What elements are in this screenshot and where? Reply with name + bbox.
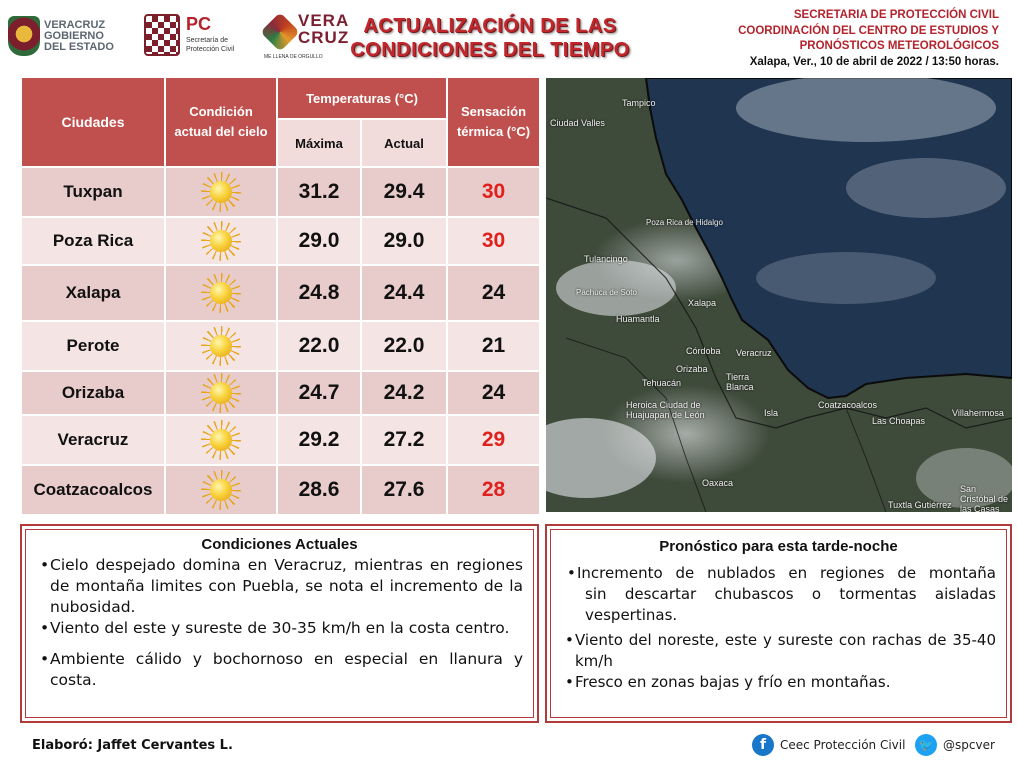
logo-pc-big: PC (186, 14, 212, 34)
logo-gob-line-3: DEL ESTADO (44, 41, 114, 53)
max-temp: 24.7 (277, 371, 361, 415)
veracruz-shield-icon (8, 16, 40, 56)
sky-condition (165, 371, 277, 415)
map-label-oaxaca: Oaxaca (702, 478, 734, 488)
logo-ver-line-1: VERA (298, 11, 350, 30)
map-label-tierra-blanca: Tierra Blanca (726, 372, 754, 392)
logo-pc-small-1: Secretaría de (186, 37, 229, 44)
gobierno-veracruz-logo (6, 12, 138, 60)
table-row (21, 167, 540, 217)
twitter-icon: 🐦 (915, 734, 937, 756)
map-label-tehuacan: Tehuacán (642, 378, 682, 388)
map-label-ciudad-valles: Ciudad Valles (550, 118, 605, 128)
sky-condition (165, 465, 277, 515)
max-temp: 29.0 (277, 217, 361, 265)
list-item: • Ambiente cálido y bochornoso en especial en llanura y costa. (36, 649, 523, 691)
sun-icon (201, 420, 241, 460)
sky-condition (165, 321, 277, 371)
satellite-map (546, 78, 1012, 512)
list-item: • Viento del este y sureste de 30-35 km/h en la costa centro. (36, 618, 523, 639)
map-label-veracruz: Veracruz (736, 348, 772, 358)
map-label-huamantla: Huamantla (616, 314, 660, 324)
map-label-huajuapan: Heroica Ciudad de Huajuapan de León (626, 400, 705, 420)
sun-icon (201, 470, 241, 510)
flower-icon (260, 12, 300, 52)
current-temp: 27.2 (361, 415, 447, 465)
logo-gob-line-1: VERACRUZ (44, 19, 106, 31)
map-label-cordoba: Córdoba (686, 346, 721, 356)
sun-icon (201, 373, 241, 413)
sun-icon (201, 273, 241, 313)
sky-condition (165, 415, 277, 465)
list-item: • Viento del noreste, este y sureste con rachas de 35-40 km/h (561, 630, 996, 672)
forecast-title: Pronóstico para esta tarde-noche (659, 538, 898, 555)
city-name: Orizaba (21, 371, 165, 415)
city-name: Perote (21, 321, 165, 371)
proteccion-civil-logo (144, 12, 244, 60)
sun-icon (201, 172, 241, 212)
logo-gob-line-2: GOBIERNO (44, 30, 104, 42)
logo-ver-tagline: ME LLENA DE ORGULLO (264, 54, 323, 60)
forecast-list (551, 563, 1006, 693)
logo-pc-small-2: Protección Civil (186, 46, 235, 53)
current-temp: 24.4 (361, 265, 447, 321)
city-name: Poza Rica (21, 217, 165, 265)
logo-ver-line-2: CRUZ (298, 28, 350, 47)
pc-shield-icon (144, 14, 180, 56)
feels-like: 24 (447, 265, 540, 321)
agency-line-2: COORDINACIÓN DEL CENTRO DE ESTUDIOS Y (738, 24, 999, 37)
veracruz-orgullo-logo (264, 10, 350, 64)
title-line-2: CONDICIONES DEL TIEMPO (350, 39, 630, 61)
forecast-box (545, 524, 1012, 723)
city-name: Veracruz (21, 415, 165, 465)
table-row (21, 321, 540, 371)
table-row (21, 371, 540, 415)
header-feels-like: Sensación térmica (°C) (447, 77, 540, 167)
header-temperatures: Temperaturas (°C) (277, 77, 447, 119)
sky-condition (165, 265, 277, 321)
map-label-poza-rica: Poza Rica de Hidalgo (646, 218, 723, 227)
max-temp: 29.2 (277, 415, 361, 465)
map-label-orizaba: Orizaba (676, 364, 708, 374)
current-conditions-list (26, 555, 533, 691)
header-current: Actual (361, 119, 447, 167)
city-name: Tuxpan (21, 167, 165, 217)
list-item: • Cielo despejado domina en Veracruz, mientras en regiones de montaña limites con Puebla, se nota el incremento de la nubosidad. (36, 555, 523, 618)
map-label-tuxtla: Tuxtla Gutiérrez (888, 500, 952, 510)
table-row (21, 465, 540, 515)
header-max: Máxima (277, 119, 361, 167)
header-sky: Condición actual del cielo (165, 77, 277, 167)
sky-condition (165, 217, 277, 265)
facebook-icon: f (752, 734, 774, 756)
map-label-tampico: Tampico (622, 98, 656, 108)
map-label-pachuca: Pachuca de Soto (576, 288, 637, 297)
sun-icon (201, 326, 241, 366)
feels-like: 30 (447, 167, 540, 217)
twitter-link[interactable] (915, 734, 995, 756)
current-temp: 24.2 (361, 371, 447, 415)
map-label-tulancingo: Tulancingo (584, 254, 628, 264)
current-temp: 29.0 (361, 217, 447, 265)
feels-like: 21 (447, 321, 540, 371)
table-row (21, 415, 540, 465)
twitter-handle: @spcver (943, 738, 995, 752)
list-item: • Incremento de nublados en regiones de montaña sin descartar chubascos o tormentas aisladas vespertinas. (561, 563, 996, 626)
max-temp: 28.6 (277, 465, 361, 515)
max-temp: 24.8 (277, 265, 361, 321)
current-conditions-title: Condiciones Actuales (201, 536, 358, 553)
current-temp: 22.0 (361, 321, 447, 371)
feels-like: 30 (447, 217, 540, 265)
max-temp: 31.2 (277, 167, 361, 217)
map-label-isla: Isla (764, 408, 779, 418)
table-row (21, 217, 540, 265)
agency-line-3: PRONÓSTICOS METEOROLÓGICOS (799, 40, 999, 52)
city-name: Coatzacoalcos (21, 465, 165, 515)
current-temp: 27.6 (361, 465, 447, 515)
current-temp: 29.4 (361, 167, 447, 217)
city-name: Xalapa (21, 265, 165, 321)
map-label-coatzacoalcos: Coatzacoalcos (818, 400, 878, 410)
title-line-1: ACTUALIZACIÓN DE LAS (363, 15, 617, 37)
max-temp: 22.0 (277, 321, 361, 371)
map-label-villahermosa: Villahermosa (952, 408, 1004, 418)
feels-like: 29 (447, 415, 540, 465)
header-logos (6, 8, 350, 64)
facebook-link[interactable] (752, 734, 905, 756)
map-label-las-choapas: Las Choapas (872, 416, 926, 426)
feels-like: 24 (447, 371, 540, 415)
date-line: Xalapa, Ver., 10 de abril de 2022 / 13:50 horas. (749, 55, 999, 68)
agency-block (629, 8, 999, 70)
author-credit: Elaboró: Jaffet Cervantes L. (32, 738, 233, 753)
sky-condition (165, 167, 277, 217)
list-item: • Fresco en zonas bajas y frío en montañas. (561, 672, 996, 693)
sun-icon (201, 221, 241, 261)
feels-like: 28 (447, 465, 540, 515)
header-cities: Ciudades (21, 77, 165, 167)
page-title (340, 14, 640, 62)
map-label-san-cristobal: San Cristóbal de las Casas (960, 484, 1009, 512)
agency-line-1: SECRETARIA DE PROTECCIÓN CIVIL (793, 9, 999, 21)
weather-table (20, 76, 541, 516)
map-label-xalapa: Xalapa (688, 298, 717, 308)
table-row (21, 265, 540, 321)
facebook-handle: Ceec Protección Civil (780, 738, 906, 752)
current-conditions-box (20, 524, 539, 723)
